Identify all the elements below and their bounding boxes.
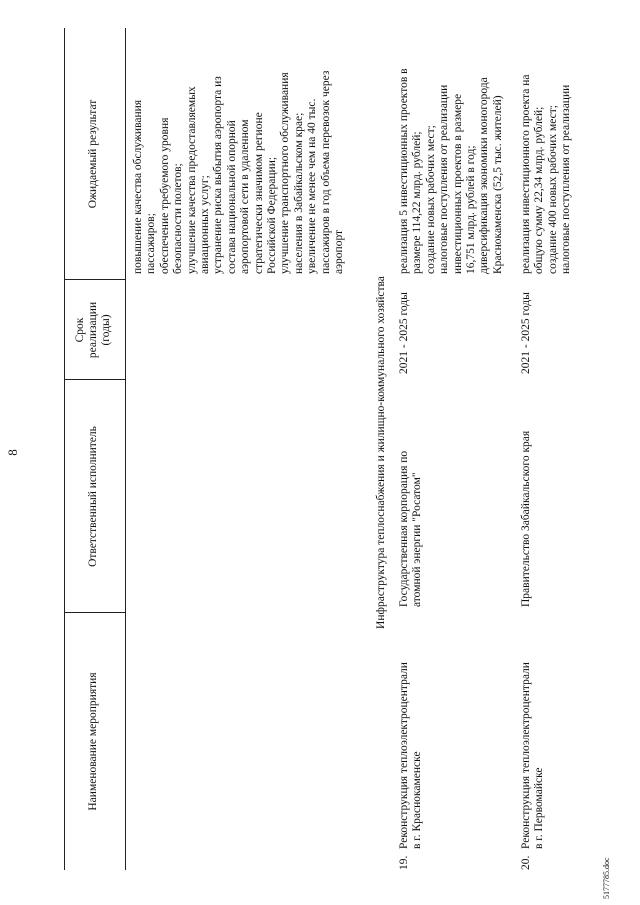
result-line: общую сумму 22,34 млрд. рублей; (533, 106, 546, 274)
header-bottom-border (125, 28, 126, 870)
table-top-border (64, 28, 65, 870)
row-19-term: 2021 - 2025 годы (398, 292, 410, 374)
result-line: инвестиционных проектов в размере (451, 93, 464, 274)
executor-line: атомной энергии "Росатом" (411, 472, 424, 607)
result-line: безопасности полетов; (172, 163, 185, 274)
header-term-line-3: (годы) (100, 314, 112, 346)
row-20-term: 2021 - 2025 годы (520, 292, 532, 374)
executor-line: Правительство Забайкальского края (520, 430, 532, 607)
result-line: 16,751 млрд. рублей в год; (465, 145, 478, 274)
name-line: в г. Первомайске (533, 767, 546, 849)
row-20-number: 20. (520, 855, 532, 870)
result-line: пассажиров; (145, 213, 158, 274)
result-line: аэропортовой сети в удаленном (239, 119, 252, 274)
row-20-result (520, 75, 574, 274)
result-line: населения в Забайкальском крае; (292, 112, 305, 274)
result-line: устранение риска выбытия аэропорта из (212, 76, 225, 274)
row-19-number: 19. (398, 855, 410, 870)
result-line: состава национальной опорной (225, 120, 238, 274)
result-line: Российской Федерации; (266, 156, 279, 274)
name-line: Реконструкция теплоэлектроцентрали (520, 662, 532, 849)
row-19-name (398, 662, 425, 849)
result-line: улучшение качества предоставляемых (185, 86, 198, 274)
row-19-executor (398, 451, 425, 607)
header-term (74, 280, 113, 380)
footer-document-code: 5177785.doc (602, 857, 611, 899)
header-term-line-2: реализации (87, 301, 99, 359)
result-line: реализация инвестиционного проекта на (520, 74, 532, 274)
page-number: 8 (5, 449, 20, 456)
result-line: диверсификация экономики моногорода (478, 77, 491, 274)
result-line: создание 400 новых рабочих мест; (546, 105, 559, 274)
result-line: создание новых рабочих мест; (424, 125, 437, 274)
result-line: налоговые поступления от реализации (560, 84, 573, 274)
executor-line: Государственная корпорация по (398, 450, 410, 607)
result-line: налоговые поступления от реализации (438, 84, 451, 274)
result-line: пассажиров в год объема перевозок через (319, 70, 332, 274)
result-line: обеспечение требуемого уровня (158, 117, 171, 274)
result-line: аэропорт (333, 229, 346, 274)
result-line: повышение качества обслуживания (132, 99, 144, 274)
result-line: авиационных услуг; (199, 175, 212, 274)
header-name: Наименование мероприятия (87, 672, 99, 811)
section-title: Инфраструктура теплоснабжения и жилищно-коммунального хозяйства (375, 276, 387, 629)
header-executor: Ответственный исполнитель (87, 426, 99, 567)
result-line: реализация 5 инвестиционных проектов в (398, 68, 410, 274)
result-line: улучшение транспортного обслуживания (279, 72, 292, 274)
row-20-executor (520, 431, 533, 607)
previous-row-result (132, 71, 347, 274)
result-line: стратегически значимом регионе (252, 112, 265, 274)
result-line: увеличение не менее чем на 40 тыс. (306, 98, 319, 274)
header-result: Ожидаемый результат (87, 99, 99, 209)
result-line: размере 114,22 млрд. рублей; (411, 131, 424, 274)
header-term-line-1: Срок (74, 317, 86, 343)
row-20-name (520, 662, 547, 849)
name-line: Реконструкция теплоэлектроцентрали (398, 662, 410, 849)
result-line: Краснокаменска (52,5 тыс. жителей) (491, 95, 504, 274)
row-19-result (398, 68, 505, 274)
name-line: в г. Краснокаменске (411, 751, 424, 849)
